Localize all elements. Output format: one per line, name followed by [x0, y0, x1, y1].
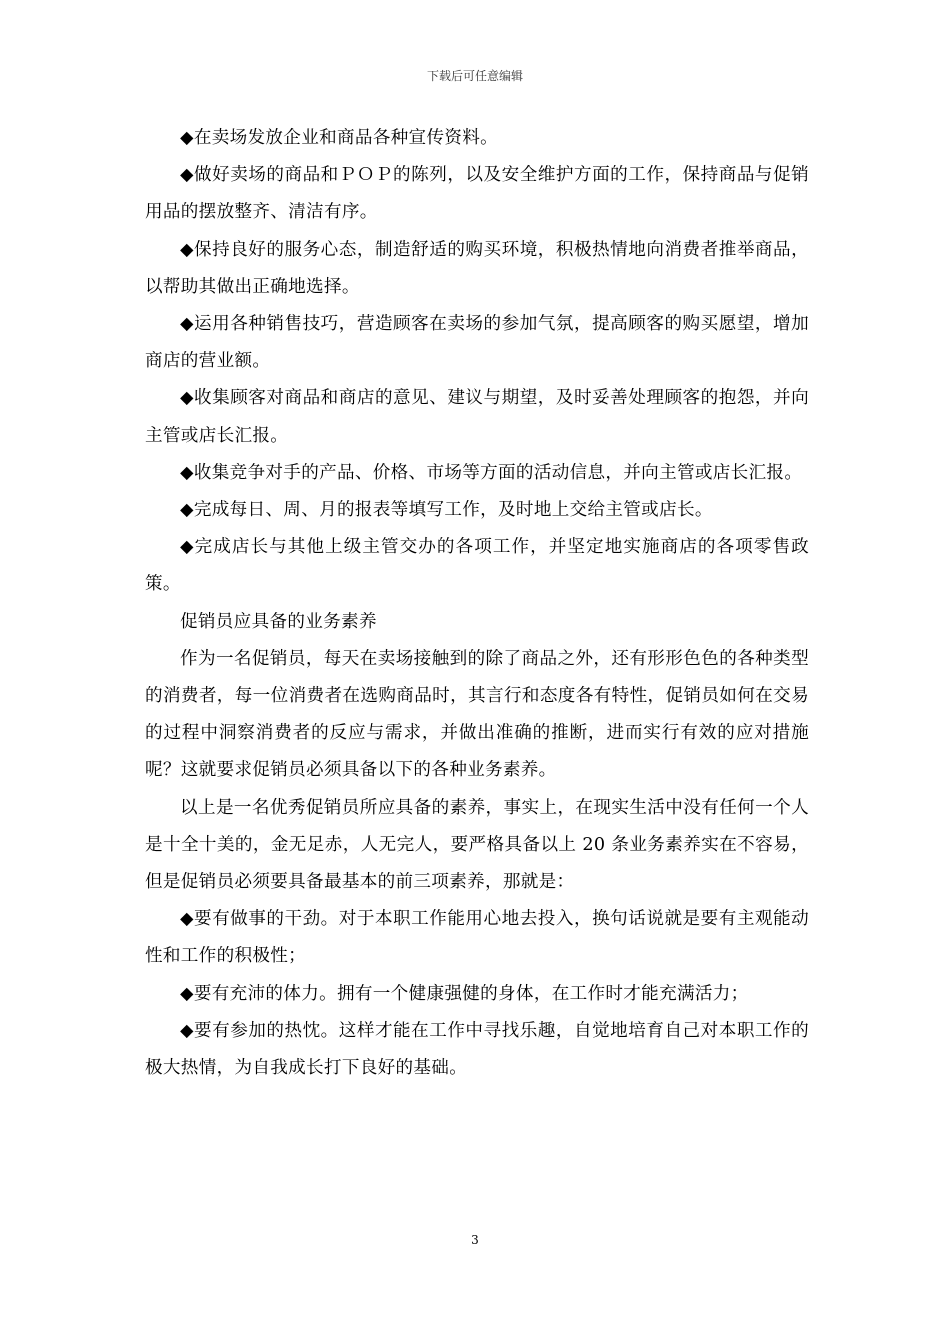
paragraph: ◆在卖场发放企业和商品各种宣传资料。	[180, 128, 499, 148]
paragraph: ◆要有做事的干劲。对于本职工作能用心地去投入，换句话说就是要有主观能动性和工作的积极性；	[145, 909, 809, 967]
paragraph: ◆收集竞争对手的产品、价格、市场等方面的活动信息，并向主管或店长汇报。	[180, 462, 803, 483]
paragraph: ◆要有参加的热忱。这样才能在工作中寻找乐趣，自觉地培育自己对本职工作的极大热情，为自我成长打下良好的基础。	[145, 1020, 809, 1079]
paragraph: ◆保持良好的服务心态，制造舒适的购买环境，积极热情地向消费者推举商品，以帮助其做出正确地选择。	[145, 239, 809, 297]
paragraph: ◆完成店长与其他上级主管交办的各项工作，并坚定地实施商店的各项零售政策。	[145, 537, 809, 595]
paragraph: 以上是一名优秀促销员所应具备的素养，事实上，在现实生活中没有任何一个人是十全十美的，金无足赤，人无完人，要严格具备以上 20 条业务素养实在不容易，但是促销员必须要具备最基本的前三项素养，那就是：	[145, 797, 809, 893]
paragraph: ◆做好卖场的商品和ＰＯＰ的陈列，以及安全维护方面的工作，保持商品与促销用品的摆放整齐、清洁有序。	[145, 165, 809, 223]
paragraph: 作为一名促销员，每天在卖场接触到的除了商品之外，还有形形色色的各种类型的消费者，每一位消费者在选购商品时，其言行和态度各有特性，促销员如何在交易的过程中洞察消费者的反应与需求，并做出准确的推断，进而实行有效的应对措施呢？这就要求促销员必须具备以下的各种业务素养。	[145, 648, 809, 781]
paragraph: ◆要有充沛的体力。拥有一个健康强健的身体，在工作时才能充满活力；	[180, 983, 749, 1004]
paragraph: ◆运用各种销售技巧，营造顾客在卖场的参加气氛，提高顾客的购买愿望，增加商店的营业额。	[145, 314, 809, 372]
section-heading: 促销员应具备的业务素养	[180, 611, 377, 632]
paragraph: ◆收集顾客对商品和商店的意见、建议与期望，及时妥善处理顾客的抱怨，并向主管或店长汇报。	[145, 388, 809, 446]
page-header: 下载后可任意编辑	[426, 69, 523, 83]
page-number: 3	[471, 1233, 479, 1247]
document-body	[145, 120, 809, 1087]
paragraph: ◆完成每日、周、月的报表等填写工作，及时地上交给主管或店长。	[180, 500, 713, 521]
